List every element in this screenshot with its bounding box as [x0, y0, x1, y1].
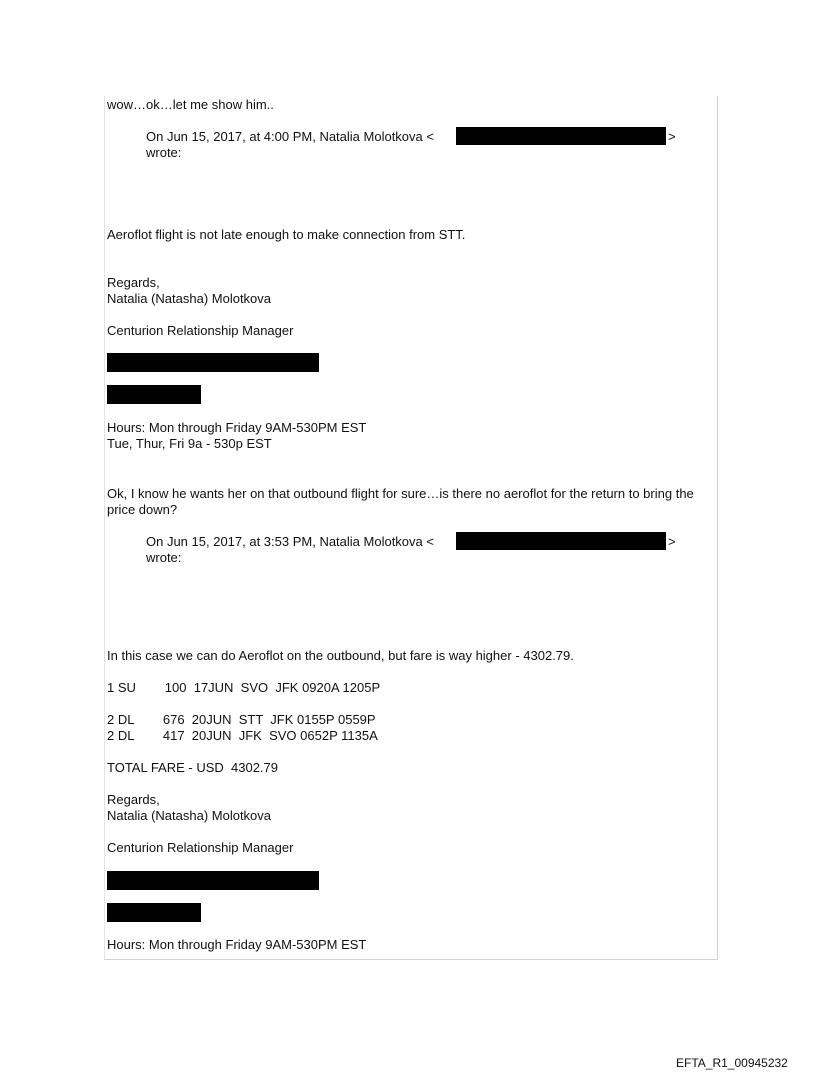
msg1-hours-line1: Hours: Mon through Friday 9AM-530PM EST — [107, 420, 367, 435]
quote2-header-suffix: > — [668, 534, 676, 549]
msg1-hours-line2: Tue, Thur, Fri 9a - 530p EST — [107, 436, 272, 451]
msg1-regards: Regards, — [107, 275, 160, 290]
redaction-box — [107, 385, 201, 404]
email-frame — [104, 96, 718, 960]
document-id: EFTA_R1_00945232 — [676, 1056, 788, 1070]
msg2-regards: Regards, — [107, 792, 160, 807]
redaction-box — [456, 532, 666, 550]
itinerary-line: 2 DL 676 20JUN STT JFK 0155P 0559P — [107, 712, 376, 727]
msg2-body: In this case we can do Aeroflot on the outbound, but fare is way higher - 4302.79. — [107, 648, 574, 663]
redaction-box — [107, 353, 319, 372]
reply-mid-text: Ok, I know he wants her on that outbound flight for sure…is there no aeroflot for the return to bring the price down? — [107, 486, 694, 517]
quote1-header-prefix: On Jun 15, 2017, at 4:00 PM, Natalia Molotkova < — [146, 129, 434, 144]
quote2-wrote: wrote: — [146, 550, 182, 565]
quote1-header-suffix: > — [668, 129, 676, 144]
msg1-sender-title: Centurion Relationship Manager — [107, 323, 294, 338]
quote1-header — [146, 129, 434, 145]
itinerary-line: 1 SU 100 17JUN SVO JFK 0920A 1205P — [107, 680, 381, 695]
redaction-box — [456, 127, 666, 145]
msg2-hours-line1: Hours: Mon through Friday 9AM-530PM EST — [107, 937, 367, 952]
reply-top-text: wow…ok…let me show him.. — [107, 97, 274, 112]
quote2-header — [146, 534, 434, 550]
itinerary-line: 2 DL 417 20JUN JFK SVO 0652P 1135A — [107, 728, 378, 743]
msg1-body: Aeroflot flight is not late enough to make connection from STT. — [107, 227, 466, 242]
redaction-box — [107, 903, 201, 922]
msg2-sender-name: Natalia (Natasha) Molotkova — [107, 808, 272, 823]
total-fare: TOTAL FARE - USD 4302.79 — [107, 760, 278, 775]
quote1-wrote: wrote: — [146, 145, 182, 160]
msg1-sender-name: Natalia (Natasha) Molotkova — [107, 291, 272, 306]
redaction-box — [107, 871, 319, 890]
quote2-header-prefix: On Jun 15, 2017, at 3:53 PM, Natalia Molotkova < — [146, 534, 434, 549]
msg2-sender-title: Centurion Relationship Manager — [107, 840, 294, 855]
